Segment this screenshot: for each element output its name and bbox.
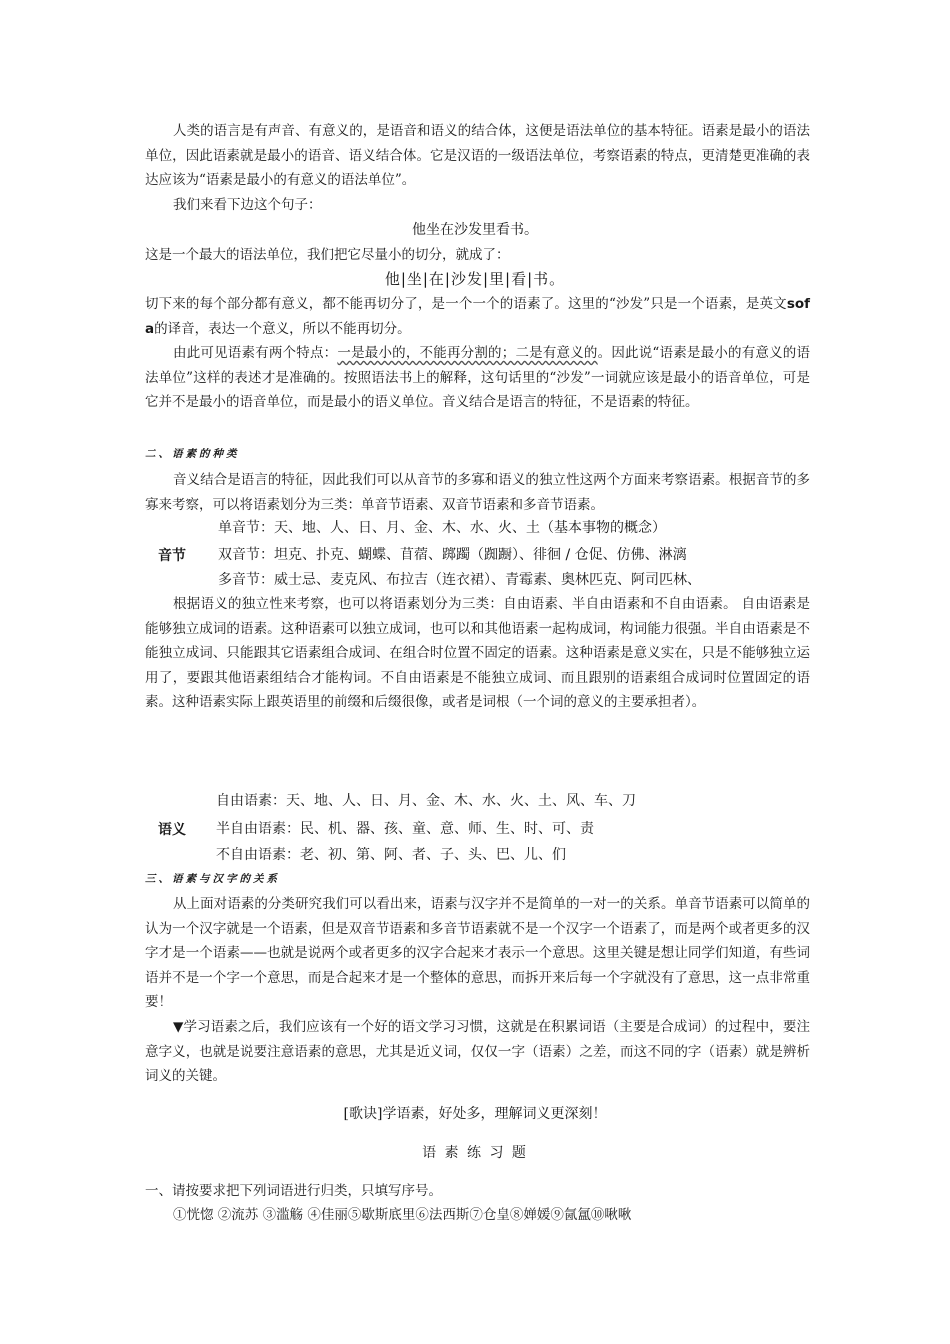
meaning-label: 语义 <box>158 822 186 838</box>
paragraph-morpheme-explain: 切下来的每个部分都有意义，都不能再切分了，是一个一个的语素了。这里的“沙发”只是一个语素，是英文sofa的译音，表达一个意义，所以不能再切分。 <box>145 296 810 337</box>
paragraph-split-intro: 这是一个最大的语法单位，我们把它尽量小的切分，就成了： <box>145 247 510 263</box>
paragraph-two-features: 由此可见语素有两个特点：一是最小的，不能再分割的；二是有意义的。因此说“语素是最小的有意义的语法单位”这样的表述才是准确的。按照语法书上的解释，这句话里的“沙发”一词就应该是最小的语音单位，可是它并不是最小的语音单位，而是最小的语义单位。音义结合是语言的特征，不是语素的特征。 <box>145 345 811 410</box>
wavy-underlined-text: 一是最小的，不能再分割的；二是有意义的 <box>337 345 598 361</box>
bound-morpheme-row: 不自由语素：老、初、第、阿、者、子、头、巴、儿、们 <box>216 847 566 863</box>
paragraph-study-habit: ▼学习语素之后，我们应该有一个好的语文学习习惯，这就是在积累词语（主要是合成词）的过程中，要注意字义，也就是说要注意语素的意思，尤其是近义词，仅仅一字（语素）之差，而这不同的字（语素）就是辨析词义的关键。 <box>145 1019 810 1084</box>
syllable-label: 音节 <box>158 548 186 564</box>
paragraph-intro: 人类的语言是有声音、有意义的，是语音和语义的结合体，这便是语法单位的基本特征。语素是最小的语法单位，因此语素就是最小的语音、语义结合体。它是汉语的一级语法单位，考察语素的特点，更清楚更准确的表达应该为“语素是最小的有意义的语法单位”。 <box>145 123 810 188</box>
verse-line: [歌诀]学语素，好处多，理解词义更深刻！ <box>343 1106 607 1122</box>
english-word-sofa: sofa <box>145 296 810 337</box>
di-syllable-row: 双音节：坦克、扑克、蝴蝶、苜蓿、踯躅（踟蹰）、徘徊 / 仓促、仿佛、淋漓 <box>218 547 687 563</box>
exercise-word-list: ①恍惚 ②流苏 ③滥觞 ④佳丽⑤歇斯底里⑥法西斯⑦仓皇⑧婵媛⑨氤氲⑩啾啾 <box>173 1207 632 1223</box>
paragraph-syllable-types: 音义结合是语言的特征，因此我们可以从音节的多寡和语义的独立性这两个方面来考察语素。根据音节的多寡来考察，可以将语素划分为三类：单音节语素、双音节语素和多音节语素。 <box>145 472 810 513</box>
exercise-title: 语 素 练 习 题 <box>422 1145 528 1161</box>
free-morpheme-row: 自由语素：天、地、人、日、月、金、木、水、火、土、风、车、刀 <box>216 793 636 809</box>
paragraph-example-intro: 我们来看下边这个句子： <box>173 197 322 213</box>
mono-syllable-row: 单音节：天、地、人、日、月、金、木、水、火、土（基本事物的概念） <box>218 520 666 536</box>
semi-free-morpheme-row: 半自由语素：民、机、器、孩、童、意、师、生、时、可、责 <box>216 821 594 837</box>
split-sentence: 他|坐|在|沙发|里|看|书。 <box>384 270 566 288</box>
example-sentence: 他坐在沙发里看书。 <box>412 222 538 238</box>
paragraph-morpheme-char-relation: 从上面对语素的分类研究我们可以看出来，语素与汉字并不是简单的一对一的关系。单音节语素可以简单的认为一个汉字就是一个语素，但是双音节语素和多音节语素就不是一个汉字一个语素了，而是两个或者更多的汉字才是一个语素——也就是说两个或者更多的汉字合起来才表示一个意思。这里关键是想让同学们知道，有些词语并不是一个字一个意思，而是合起来才是一个整体的意思，而拆开来后每一个字就没有了意思，这一点非常重要！ <box>145 896 810 1010</box>
section-heading-chars: 三、语素与汉字的关系 <box>145 873 280 885</box>
exercise-question-1: 一、请按要求把下列词语进行归类，只填写序号。 <box>145 1183 442 1199</box>
poly-syllable-row: 多音节：威士忌、麦克风、布拉吉（连衣裙）、青霉素、奥林匹克、阿司匹林、 <box>218 572 701 588</box>
section-heading-types: 二、语素的种类 <box>145 448 240 460</box>
paragraph-meaning-types: 根据语义的独立性来考察，也可以将语素划分为三类：自由语素、半自由语素和不自由语素。 自由语素是能够独立成词的语素。这种语素可以独立成词，也可以和其他语素一起构成词，构词能力很强。半自由语素是不能独立成词、只能跟其它语素组合成词、在组合时位置不固定的语素。这种语素是意义实在，只是不能够独立运用了，要跟其他语素组结合才能构词。不自由语素是不能独立成词、而且跟别的语素组合成词时位置固定的语素。这种语素实际上跟英语里的前缀和后缀很像，或者是词根（一个词的意义的主要承担者）。 <box>145 596 810 710</box>
